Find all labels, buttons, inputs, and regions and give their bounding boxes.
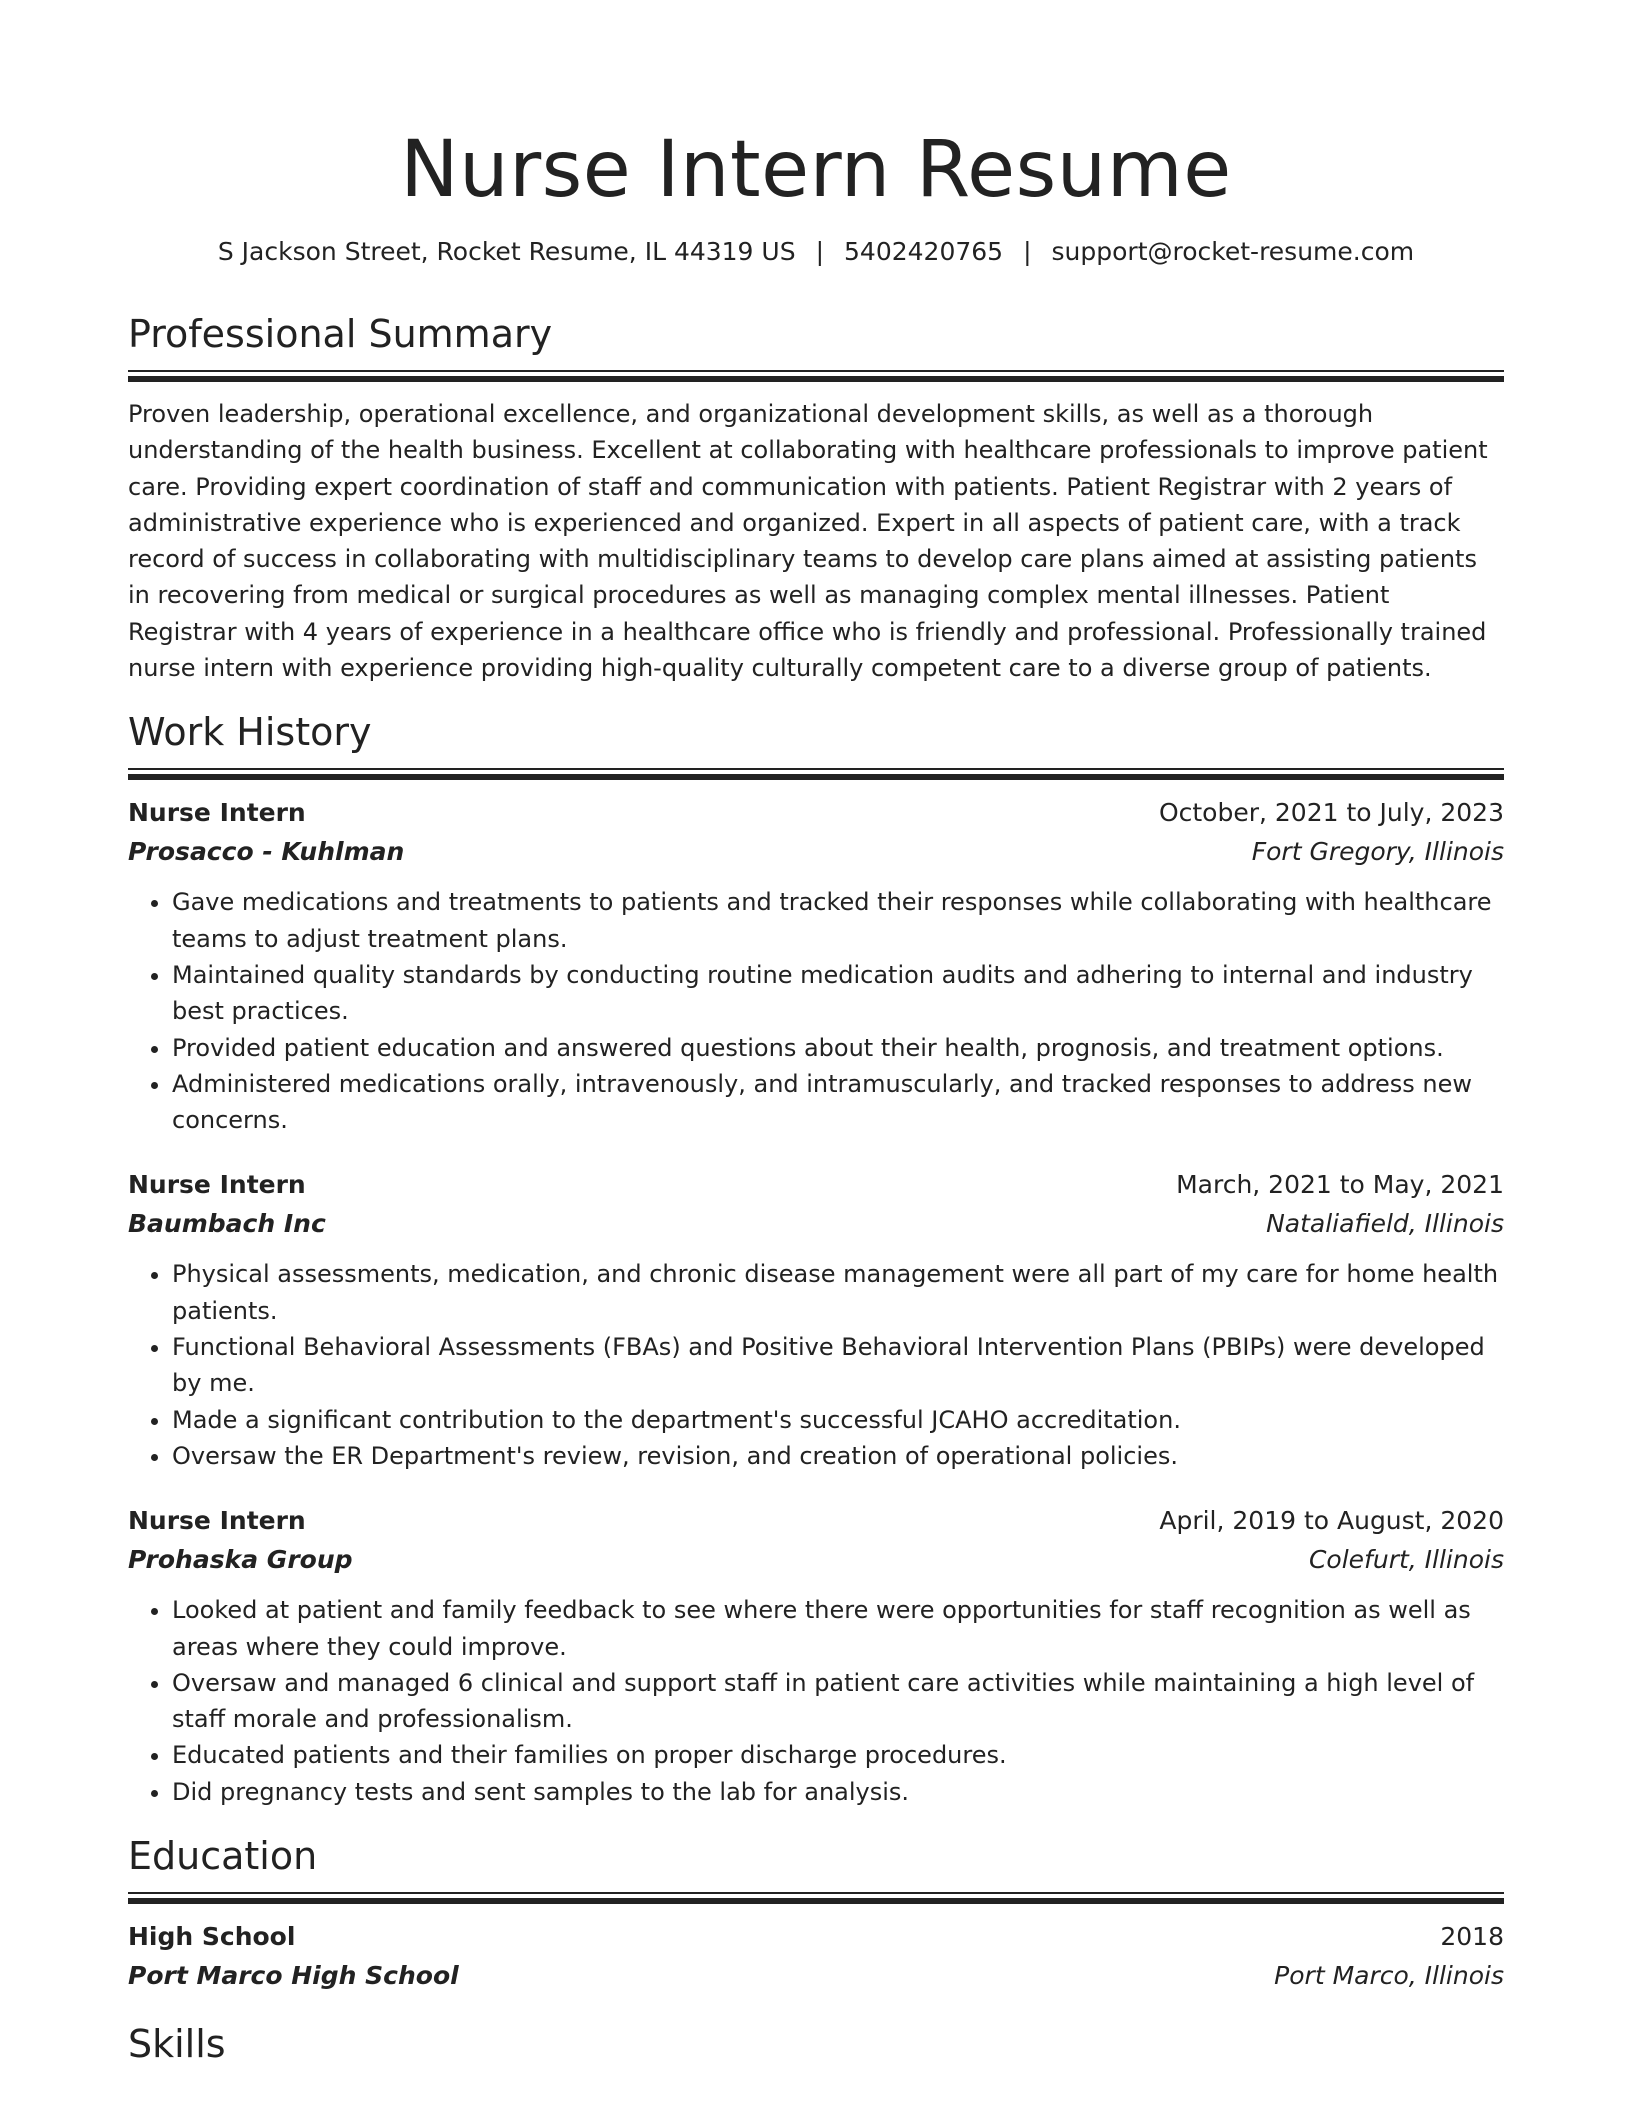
job-header-row	[128, 794, 1504, 832]
job-bullet: • Maintained quality standards by conducting routine medication audits and adhering to internal and industry best practices.	[172, 957, 1504, 1030]
job-entry	[128, 1166, 1504, 1474]
job-title: Nurse Intern	[128, 1506, 306, 1536]
section-divider	[128, 768, 1504, 780]
resume-page	[128, 0, 1504, 2068]
contact-separator: |	[1023, 237, 1032, 266]
job-bullets	[128, 1256, 1504, 1474]
job-header-row	[128, 1502, 1504, 1540]
section-divider	[128, 1892, 1504, 1904]
education-entry	[128, 1918, 1504, 1996]
job-bullet: • Educated patients and their families on proper discharge procedures.	[172, 1737, 1504, 1773]
job-bullet: • Looked at patient and family feedback to see where there were opportunities for staff recognition as well as areas where they could improve.	[172, 1592, 1504, 1665]
job-bullet: • Provided patient education and answered questions about their health, prognosis, and treatment options.	[172, 1030, 1504, 1066]
job-location: Colefurt, Illinois	[1308, 1545, 1504, 1575]
education-section	[128, 1832, 1504, 1996]
section-divider	[128, 370, 1504, 382]
job-header-row	[128, 1166, 1504, 1204]
education-degree: High School	[128, 1922, 296, 1952]
job-title: Nurse Intern	[128, 1170, 306, 1200]
job-company: Prohaska Group	[128, 1545, 353, 1575]
job-company: Prosacco - Kuhlman	[128, 837, 405, 867]
job-bullet: • Physical assessments, medication, and chronic disease management were all part of my care for home health patients.	[172, 1256, 1504, 1329]
contact-line	[128, 236, 1504, 268]
education-year: 2018	[1440, 1922, 1504, 1952]
section-title-summary: Professional Summary	[128, 312, 553, 356]
contact-email: support@rocket-resume.com	[1051, 237, 1415, 266]
job-bullet: • Made a significant contribution to the department's successful JCAHO accreditation.	[172, 1402, 1504, 1438]
job-company-row	[128, 832, 1504, 872]
job-title: Nurse Intern	[128, 798, 306, 828]
job-dates: April, 2019 to August, 2020	[1159, 1506, 1504, 1536]
contact-address: S Jackson Street, Rocket Resume, IL 44319 US	[217, 237, 796, 266]
work-history-section	[128, 708, 1504, 1810]
job-company-row	[128, 1540, 1504, 1580]
job-bullet: • Oversaw the ER Department's review, revision, and creation of operational policies.	[172, 1438, 1504, 1474]
job-dates: October, 2021 to July, 2023	[1158, 798, 1504, 828]
job-bullets	[128, 1592, 1504, 1810]
job-bullet: • Administered medications orally, intravenously, and intramuscularly, and tracked responses to address new concerns.	[172, 1066, 1504, 1139]
job-bullet: • Gave medications and treatments to patients and tracked their responses while collaborating with healthcare teams to adjust treatment plans.	[172, 884, 1504, 957]
section-title-work-history: Work History	[128, 710, 372, 755]
education-location: Port Marco, Illinois	[1274, 1961, 1504, 1991]
summary-text: Proven leadership, operational excellence, and organizational development skills, as well as a thorough understanding of the health business. Excellent at collaborating with healthcare professionals to improve patient care. Providing expert coordination of staff and communication with patients. Patient Registrar with 2 years of administrative experience who is experienced and organized. Expert in all aspects of patient care, with a track record of success in collaborating with multidisciplinary teams to develop care plans aimed at assisting patients in recovering from medical or surgical procedures as well as managing complex mental illnesses. Patient Registrar with 4 years of experience in a healthcare office who is friendly and professional. Professionally trained nurse intern with experience providing high-quality culturally competent care to a diverse group of patients.	[128, 400, 1488, 683]
section-title-skills: Skills	[128, 2022, 226, 2067]
job-location: Fort Gregory, Illinois	[1251, 837, 1504, 867]
resume-title: Nurse Intern Resume	[400, 125, 1232, 215]
job-dates: March, 2021 to May, 2021	[1176, 1170, 1504, 1200]
education-header-row	[128, 1918, 1504, 1956]
education-school-row	[128, 1956, 1504, 1996]
skills-section	[128, 2020, 1504, 2068]
job-bullet: • Functional Behavioral Assessments (FBAs) and Positive Behavioral Intervention Plans (PBIPs) were developed by me.	[172, 1329, 1504, 1402]
job-entry	[128, 1502, 1504, 1810]
job-company-row	[128, 1204, 1504, 1244]
job-location: Nataliafield, Illinois	[1266, 1209, 1504, 1239]
job-company: Baumbach Inc	[128, 1209, 326, 1239]
contact-phone: 5402420765	[844, 237, 1004, 266]
job-bullet: • Did pregnancy tests and sent samples to the lab for analysis.	[172, 1774, 1504, 1810]
job-bullets	[128, 884, 1504, 1138]
job-entry	[128, 794, 1504, 1138]
section-title-education: Education	[128, 1834, 318, 1879]
summary-section	[128, 310, 1504, 686]
job-bullet: • Oversaw and managed 6 clinical and support staff in patient care activities while maintaining a high level of staff morale and professionalism.	[172, 1665, 1504, 1738]
contact-separator: |	[815, 237, 825, 266]
education-school: Port Marco High School	[128, 1961, 459, 1991]
